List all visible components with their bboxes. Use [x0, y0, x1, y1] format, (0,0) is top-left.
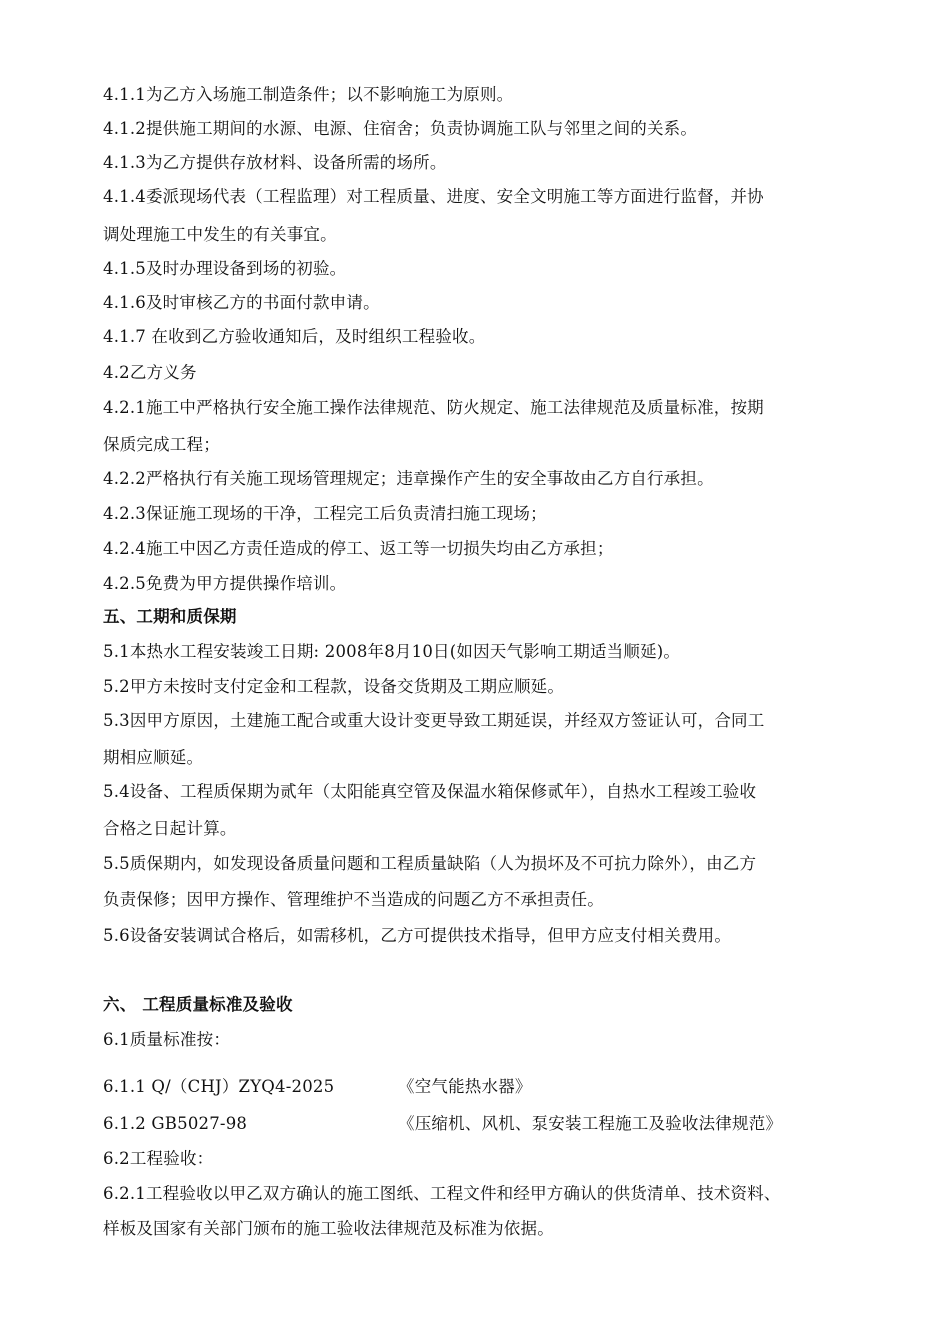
clause-4-1-2: 4.1.2提供施工期间的水源、电源、住宿舍；负责协调施工队与邻里之间的关系。 — [103, 119, 698, 138]
clause-4-2-5: 4.2.5免费为甲方提供操作培训。 — [103, 574, 347, 593]
clause-4-1-3: 4.1.3为乙方提供存放材料、设备所需的场所。 — [103, 153, 447, 172]
clause-4-2-4: 4.2.4施工中因乙方责任造成的停工、返工等一切损失均由乙方承担； — [103, 539, 614, 558]
clause-5-3-cont: 期相应顺延。 — [103, 748, 204, 767]
clause-4-2: 4.2乙方义务 — [103, 363, 197, 382]
clause-6-2-1: 6.2.1工程验收以甲乙双方确认的施工图纸、工程文件和经甲方确认的供货清单、技术资料、 — [103, 1184, 781, 1203]
clause-4-1-4: 4.1.4委派现场代表（工程监理）对工程质量、进度、安全文明施工等方面进行监督，并协 — [103, 187, 764, 206]
clause-5-3: 5.3因甲方原因，土建施工配合或重大设计变更导致工期延误，并经双方签证认可，合同工 — [103, 711, 765, 730]
standard-row — [103, 1114, 782, 1134]
clause-6-2-1-cont: 样板及国家有关部门颁布的施工验收法律规范及标准为依据。 — [103, 1219, 554, 1238]
standard-code: 6.1.1 Q/（CHJ）ZYQ4-2025 — [103, 1077, 335, 1096]
clause-4-1-7: 4.1.7 在收到乙方验收通知后，及时组织工程验收。 — [103, 327, 486, 346]
standard-title: 《空气能热水器》 — [398, 1077, 532, 1096]
clause-5-4-cont: 合格之日起计算。 — [103, 819, 237, 838]
clause-4-2-1: 4.2.1施工中严格执行安全施工操作法律规范、防火规定、施工法律规范及质量标准，按期 — [103, 398, 764, 417]
clause-4-1-6: 4.1.6及时审核乙方的书面付款申请。 — [103, 293, 380, 312]
clause-5-2: 5.2甲方未按时支付定金和工程款，设备交货期及工期应顺延。 — [103, 677, 565, 696]
clause-5-4: 5.4设备、工程质保期为贰年（太阳能真空管及保温水箱保修贰年），自热水工程竣工验收 — [103, 782, 757, 801]
clause-5-1: 5.1本热水工程安装竣工日期: 2008年8月10日(如因天气影响工期适当顺延)。 — [103, 642, 681, 661]
clause-4-2-1-cont: 保质完成工程； — [103, 435, 220, 454]
clause-5-5: 5.5质保期内，如发现设备质量问题和工程质量缺陷（人为损坏及不可抗力除外），由乙方 — [103, 854, 757, 873]
section-5-heading: 五、工期和质保期 — [103, 607, 237, 626]
standard-code: 6.1.2 GB5027-98 — [103, 1114, 248, 1133]
clause-5-6: 5.6设备安装调试合格后，如需移机，乙方可提供技术指导，但甲方应支付相关费用。 — [103, 926, 732, 945]
clause-6-2: 6.2工程验收： — [103, 1149, 214, 1168]
standard-row — [103, 1077, 532, 1097]
clause-4-1-1: 4.1.1为乙方入场施工制造条件；以不影响施工为原则。 — [103, 85, 514, 104]
section-6-heading: 六、 工程质量标准及验收 — [103, 995, 293, 1014]
clause-4-1-4-cont: 调处理施工中发生的有关事宜。 — [103, 225, 337, 244]
clause-6-1: 6.1质量标准按： — [103, 1030, 231, 1049]
clause-4-2-3: 4.2.3保证施工现场的干净，工程完工后负责清扫施工现场； — [103, 504, 547, 523]
standard-title: 《压缩机、风机、泵安装工程施工及验收法律规范》 — [398, 1114, 783, 1133]
clause-4-2-2: 4.2.2严格执行有关施工现场管理规定；违章操作产生的安全事故由乙方自行承担。 — [103, 469, 714, 488]
clause-5-5-cont: 负责保修；因甲方操作、管理维护不当造成的问题乙方不承担责任。 — [103, 890, 604, 909]
clause-4-1-5: 4.1.5及时办理设备到场的初验。 — [103, 259, 347, 278]
